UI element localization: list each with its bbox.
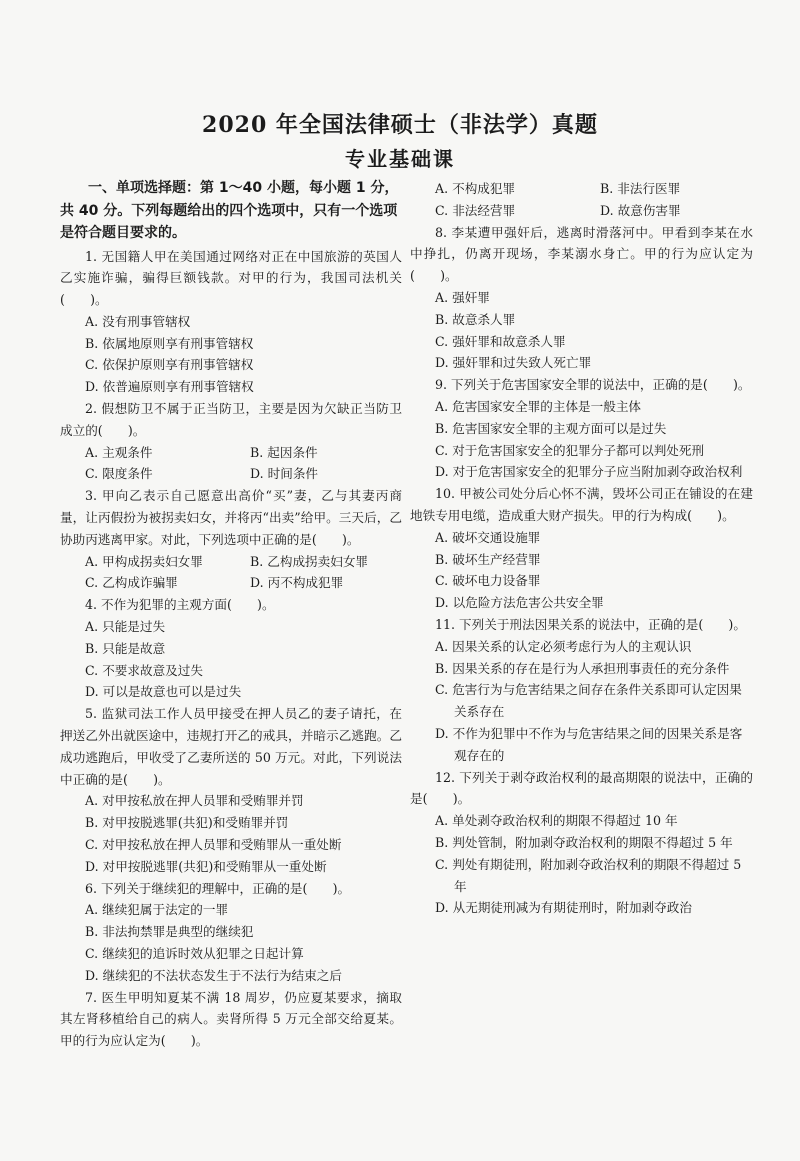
option: A. 没有刑事管辖权	[85, 313, 191, 329]
option: C. 强奸罪和故意杀人罪	[435, 333, 566, 349]
question-7	[60, 987, 402, 1052]
question-stem: 10. 甲被公司处分后心怀不满，毁坏公司正在铺设的在建地铁专用电缆，造成重大财产损失。甲的行为构成( )。	[410, 486, 753, 523]
question-2	[60, 398, 402, 485]
option-row	[60, 572, 402, 594]
option: D. 对于危害国家安全的犯罪分子应当附加剥夺政治权利	[435, 464, 743, 480]
question-7-options	[410, 178, 753, 222]
question-stem: 1. 无国籍人甲在美国通过网络对正在中国旅游的英国人乙实施诈骗，骗得巨额钱款。对甲的行为，我国司法机关( )。	[60, 248, 402, 308]
question-6	[60, 878, 402, 987]
page-title: 2020 年全国法律硕士（非法学）真题	[202, 112, 598, 138]
option: C. 乙构成诈骗罪	[85, 575, 178, 591]
option: A. 只能是过失	[85, 619, 166, 635]
option: C. 限度条件	[85, 466, 153, 482]
right-column	[410, 178, 753, 919]
option: B. 非法拘禁罪是典型的继续犯	[85, 924, 254, 940]
option: C. 判处有期徒刑，附加剥夺政治权利的期限不得超过 5 年	[435, 856, 742, 894]
option: D. 时间条件	[250, 466, 319, 482]
option: A. 单处剥夺政治权利的期限不得超过 10 年	[435, 813, 678, 829]
question-stem: 6. 下列关于继续犯的理解中，正确的是( )。	[85, 880, 351, 896]
option: A. 对甲按私放在押人员罪和受贿罪并罚	[85, 793, 304, 809]
option: C. 依保护原则享有刑事管辖权	[85, 357, 254, 373]
option: A. 危害国家安全罪的主体是一般主体	[435, 398, 642, 414]
question-1	[60, 246, 402, 399]
option: D. 丙不构成犯罪	[250, 575, 344, 591]
option: D. 以危险方法危害公共安全罪	[435, 595, 604, 611]
option: B. 判处管制，附加剥夺政治权利的期限不得超过 5 年	[435, 834, 733, 850]
page-subtitle: 专业基础课	[345, 147, 455, 171]
question-3	[60, 485, 402, 594]
question-stem: 5. 监狱司法工作人员甲接受在押人员乙的妻子请托，在押送乙外出就医途中，违规打开乙的戒具，并暗示乙逃跑。乙成功逃跑后，甲收受了乙妻所送的 50 万元。对此，下列说法中正确的是( )。	[60, 706, 402, 787]
option-row	[60, 442, 402, 464]
option: A. 主观条件	[85, 444, 153, 460]
option: B. 对甲按脱逃罪(共犯)和受贿罪并罚	[85, 815, 289, 831]
question-stem: 11. 下列关于刑法因果关系的说法中，正确的是( )。	[435, 616, 746, 632]
section-heading: 一、单项选择题：第 1～40 小题，每小题 1 分，共 40 分。下列每题给出的四个选项中，只有一个选项是符合题目要求的。	[60, 180, 399, 241]
option: C. 对于危害国家安全的犯罪分子都可以判处死刑	[435, 442, 705, 458]
left-column	[60, 177, 402, 1052]
option: B. 危害国家安全罪的主观方面可以是过失	[435, 420, 667, 436]
option: A. 不构成犯罪	[435, 181, 516, 196]
option: C. 继续犯的追诉时效从犯罪之日起计算	[85, 946, 304, 961]
question-4	[60, 594, 402, 703]
option: D. 可以是故意也可以是过失	[85, 684, 242, 700]
option: D. 故意伤害罪	[600, 202, 681, 218]
option: D. 从无期徒刑减为有期徒刑时，附加剥夺政治	[435, 900, 692, 916]
option: B. 起因条件	[250, 444, 318, 460]
question-5	[60, 703, 402, 877]
option: B. 破坏生产经营罪	[435, 551, 541, 567]
option: A. 破坏交通设施罪	[435, 529, 541, 545]
question-stem: 2. 假想防卫不属于正当防卫，主要是因为欠缺正当防卫成立的( )。	[60, 401, 402, 438]
option: C. 非法经营罪	[435, 202, 516, 218]
question-9	[410, 374, 753, 483]
option-row	[60, 463, 402, 485]
question-11	[410, 614, 753, 767]
option-row	[410, 200, 753, 222]
question-10	[410, 483, 753, 614]
option: D. 不作为犯罪中不作为与危害结果之间的因果关系是客观存在的	[435, 725, 743, 763]
option: A. 强奸罪	[435, 289, 490, 305]
question-stem: 4. 不作为犯罪的主观方面( )。	[85, 597, 275, 613]
option: B. 因果关系的存在是行为人承担刑事责任的充分条件	[435, 660, 730, 676]
option: C. 破坏电力设备罪	[435, 573, 541, 589]
option: C. 对甲按私放在押人员罪和受贿罪从一重处断	[85, 837, 342, 853]
question-12	[410, 767, 753, 920]
option: B. 只能是故意	[85, 640, 166, 656]
option: C. 危害行为与危害结果之间存在条件关系即可认定因果关系存在	[435, 682, 742, 720]
option: D. 继续犯的不法状态发生于不法行为结束之后	[85, 967, 342, 983]
question-stem: 9. 下列关于危害国家安全罪的说法中，正确的是( )。	[435, 377, 751, 393]
option: B. 故意杀人罪	[435, 311, 516, 327]
option: A. 甲构成拐卖妇女罪	[85, 553, 203, 569]
option: D. 依普遍原则享有刑事管辖权	[85, 379, 254, 395]
question-stem: 12. 下列关于剥夺政治权利的最高期限的说法中，正确的是( )。	[410, 769, 753, 807]
question-stem: 8. 李某遭甲强奸后，逃离时滑落河中。甲看到李某在水中挣扎，仍离开现场，李某溺水身亡。甲的行为应认定为( )。	[410, 224, 753, 284]
option: C. 不要求故意及过失	[85, 662, 203, 678]
option: B. 非法行医罪	[600, 181, 681, 196]
question-stem: 3. 甲向乙表示自己愿意出高价“买”妻，乙与其妻丙商量，让丙假扮为被拐卖妇女，并将丙“出卖”给甲。三天后，乙协助丙逃离甲家。对此，下列选项中正确的是( )。	[60, 488, 402, 547]
option: B. 依属地原则享有刑事管辖权	[85, 335, 254, 351]
option: D. 强奸罪和过失致人死亡罪	[435, 355, 592, 371]
option: A. 因果关系的认定必须考虑行为人的主观认识	[435, 638, 692, 654]
option-row	[60, 551, 402, 573]
question-8	[410, 222, 753, 375]
option: B. 乙构成拐卖妇女罪	[250, 553, 369, 569]
question-stem: 7. 医生甲明知夏某不满 18 周岁，仍应夏某要求，摘取其左肾移植给自己的病人。卖肾所得 5 万元全部交给夏某。甲的行为应认定为( )。	[60, 989, 402, 1049]
option-row	[410, 178, 753, 200]
option: D. 对甲按脱逃罪(共犯)和受贿罪从一重处断	[85, 858, 327, 874]
option: A. 继续犯属于法定的一罪	[85, 902, 229, 918]
